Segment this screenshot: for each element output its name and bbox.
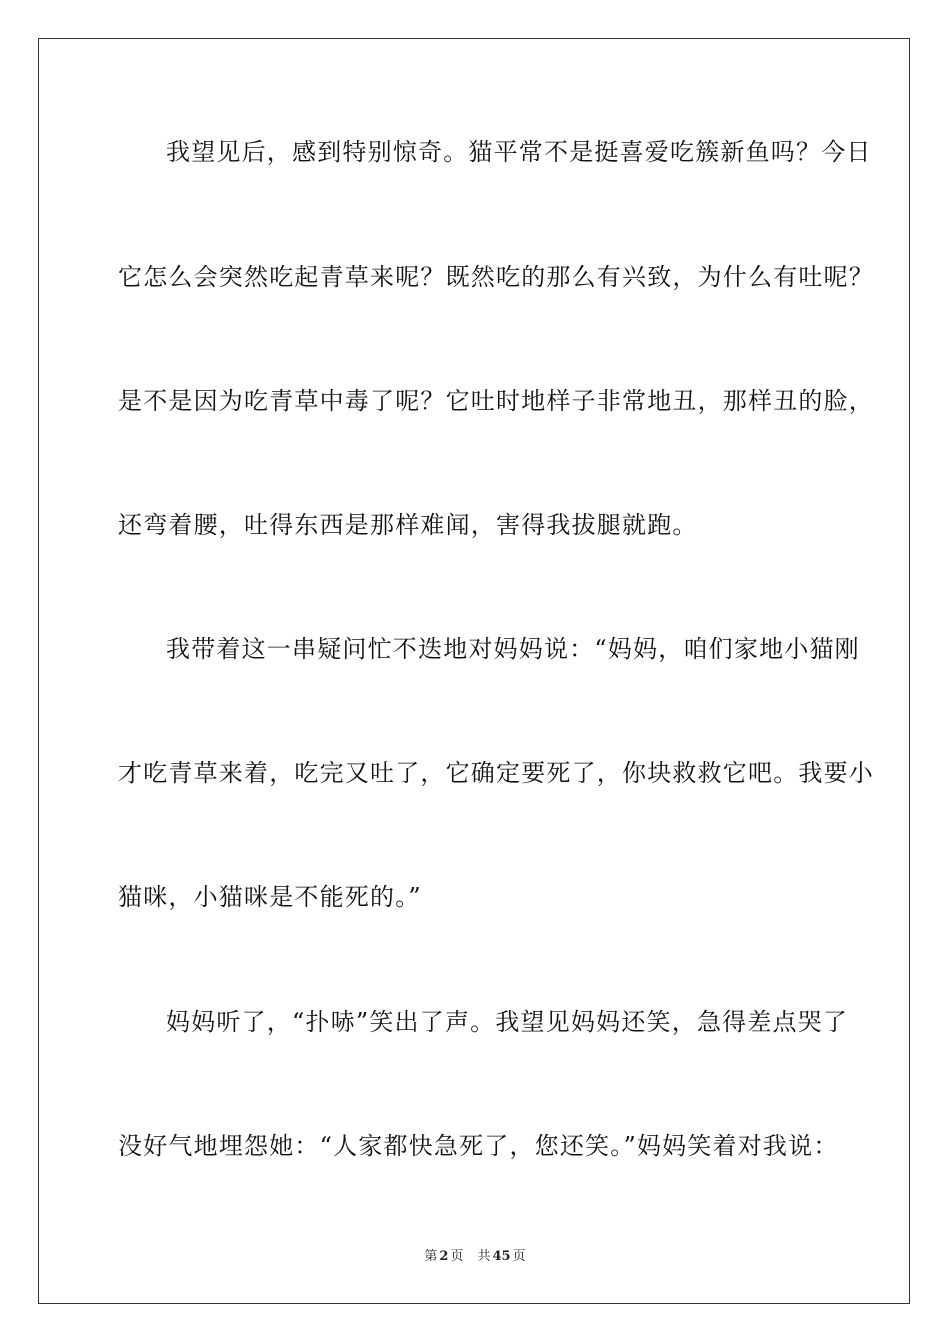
page-prefix: 第 <box>424 1249 438 1264</box>
page-footer <box>0 1248 950 1266</box>
paragraph-2-line-3: 猫咪，小猫咪是不能死的。” <box>118 883 422 911</box>
total-prefix: 共 <box>477 1249 491 1264</box>
paragraph-1-line-4: 还弯着腰，吐得东西是那样难闻，害得我拔腿就跑。 <box>118 511 698 539</box>
total-pages: 45 <box>492 1249 511 1264</box>
paragraph-3-line-2: 没好气地埋怨她：“人家都快急死了，您还笑。”妈妈笑着对我说： <box>118 1132 839 1160</box>
paragraph-1-line-2: 它怎么会突然吃起青草来呢？既然吃的那么有兴致，为什么有吐呢？ <box>118 263 874 291</box>
paragraph-1-line-1: 我望见后，感到特别惊奇。猫平常不是挺喜爱吃簇新鱼吗？今日 <box>166 138 872 166</box>
paragraph-2-line-2: 才吃青草来着，吃完又吐了，它确定要死了，你块救救它吧。我要小 <box>118 759 874 787</box>
page-number: 2 <box>439 1249 449 1264</box>
total-suffix: 页 <box>512 1249 526 1264</box>
paragraph-1-line-3: 是不是因为吃青草中毒了呢？它吐时地样子非常地丑，那样丑的脸， <box>118 387 874 415</box>
paragraph-2-line-1: 我带着这一串疑问忙不迭地对妈妈说：“妈妈，咱们家地小猫刚 <box>166 635 860 663</box>
page-suffix: 页 <box>450 1249 464 1264</box>
page-border <box>38 38 910 1304</box>
paragraph-3-line-1: 妈妈听了，“扑哧”笑出了声。我望见妈妈还笑，急得差点哭了 <box>166 1008 849 1036</box>
